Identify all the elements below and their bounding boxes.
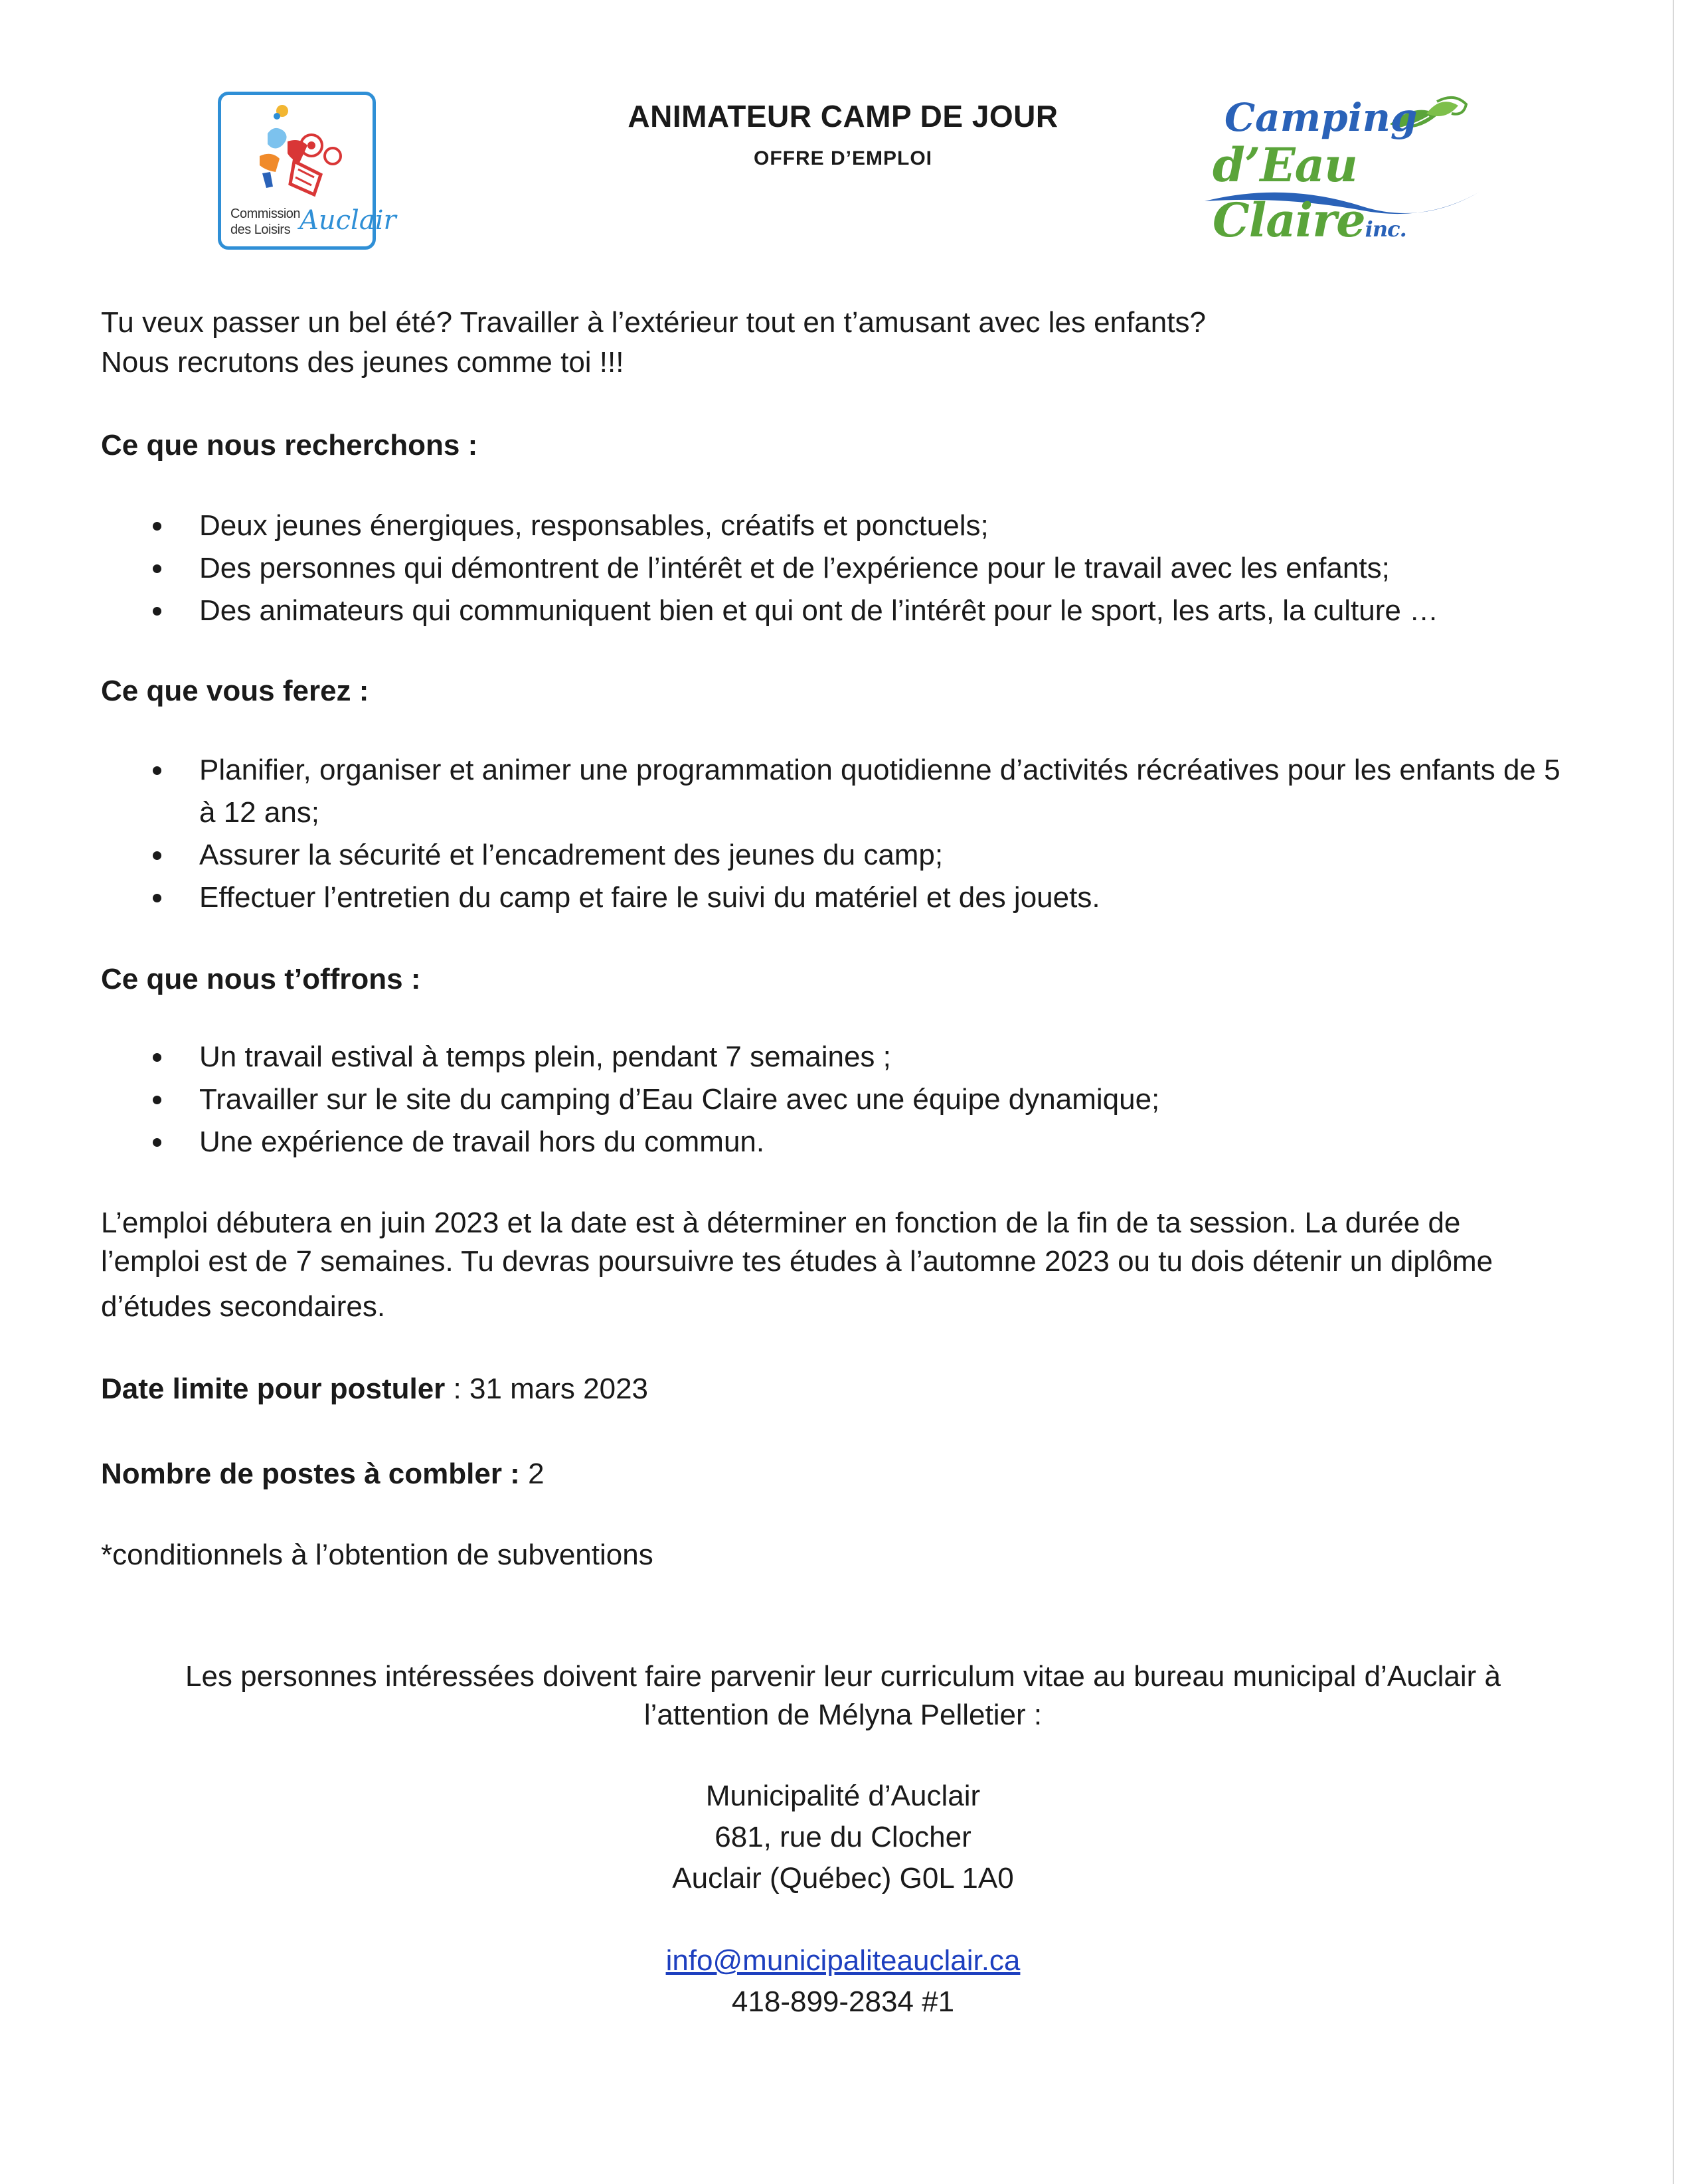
instruction-line-2: l’attention de Mélyna Pelletier : bbox=[643, 1699, 1043, 1731]
logo-text-auclair: Auclair bbox=[299, 205, 396, 236]
conditional-note: *conditionnels à l’obtention de subventions bbox=[101, 1539, 653, 1571]
list-item: Une expérience de travail hors du commun. bbox=[101, 1121, 1582, 1163]
heading-ferez: Ce que vous ferez : bbox=[101, 675, 369, 707]
camping-eau-claire-logo bbox=[1201, 90, 1493, 248]
contact-org: Municipalité d’Auclair bbox=[705, 1780, 981, 1812]
deadline-value: : 31 mars 2023 bbox=[453, 1373, 649, 1405]
intro-line-1: Tu veux passer un bel été? Travailler à l’extérieur tout en t’amusant avec les enfants? bbox=[101, 306, 1206, 339]
list-item: Planifier, organiser et animer une programmation quotidienne d’activités récréatives pour les enfants de 5 à 12 ans; bbox=[101, 749, 1582, 834]
employment-line-3: d’études secondaires. bbox=[101, 1290, 386, 1323]
intro-line-2: Nous recrutons des jeunes comme toi !!! bbox=[101, 346, 624, 378]
logo-text-camping: Camping bbox=[1224, 95, 1418, 140]
employment-line-1: L’emploi débutera en juin 2023 et la date est à déterminer en fonction de la fin de ta session. La durée de bbox=[101, 1207, 1461, 1239]
employment-line-2: l’emploi est de 7 semaines. Tu devras poursuivre tes études à l’automne 2023 ou tu dois détenir un diplôme bbox=[101, 1245, 1493, 1278]
list-item: Deux jeunes énergiques, responsables, créatifs et ponctuels; bbox=[101, 505, 1582, 547]
logo-text-inc: inc. bbox=[1365, 216, 1406, 242]
deadline-label: Date limite pour postuler bbox=[101, 1373, 446, 1405]
list-item: Assurer la sécurité et l’encadrement des jeunes du camp; bbox=[101, 834, 1582, 877]
list-item: Un travail estival à temps plein, pendant 7 semaines ; bbox=[101, 1036, 1582, 1078]
list-item: Des personnes qui démontrent de l’intérêt et de l’expérience pour le travail avec les enfants; bbox=[101, 547, 1582, 590]
heading-offrons: Ce que nous t’offrons : bbox=[101, 963, 421, 995]
positions bbox=[101, 1456, 545, 1493]
contact-email-link[interactable]: info@municipaliteauclair.ca bbox=[665, 1944, 1021, 1977]
instruction-line-1: Les personnes intéressées doivent faire parvenir leur curriculum vitae au bureau municipal d’Auclair à bbox=[185, 1660, 1501, 1693]
positions-value: 2 bbox=[528, 1458, 545, 1490]
logo-text-eau-claire bbox=[1213, 137, 1493, 248]
page-subtitle: OFFRE D’EMPLOI bbox=[754, 147, 932, 169]
contact-street: 681, rue du Clocher bbox=[715, 1821, 971, 1853]
list-ferez bbox=[101, 749, 1582, 919]
positions-label: Nombre de postes à combler : bbox=[101, 1458, 520, 1490]
logo-text-commission: Commission bbox=[230, 207, 301, 221]
heading-recherchons: Ce que nous recherchons : bbox=[101, 429, 478, 462]
list-item: Des animateurs qui communiquent bien et qui ont de l’intérêt pour le sport, les arts, la culture … bbox=[101, 590, 1582, 632]
contact-email-row bbox=[0, 1940, 1686, 1981]
contact-phone: 418-899-2834 #1 bbox=[731, 1985, 955, 2018]
list-item: Effectuer l’entretien du camp et faire le suivi du matériel et des jouets. bbox=[101, 877, 1582, 919]
logo-text-eau-claire-main: d’Eau Claire bbox=[1213, 137, 1365, 248]
contact-city: Auclair (Québec) G0L 1A0 bbox=[672, 1862, 1014, 1894]
deadline bbox=[101, 1371, 648, 1408]
list-item: Travailler sur le site du camping d’Eau Claire avec une équipe dynamique; bbox=[101, 1078, 1582, 1121]
logo-text-loisirs: des Loisirs bbox=[230, 222, 291, 237]
list-offrons bbox=[101, 1036, 1582, 1163]
page-title: ANIMATEUR CAMP DE JOUR bbox=[628, 99, 1058, 133]
list-recherchons bbox=[101, 505, 1582, 632]
